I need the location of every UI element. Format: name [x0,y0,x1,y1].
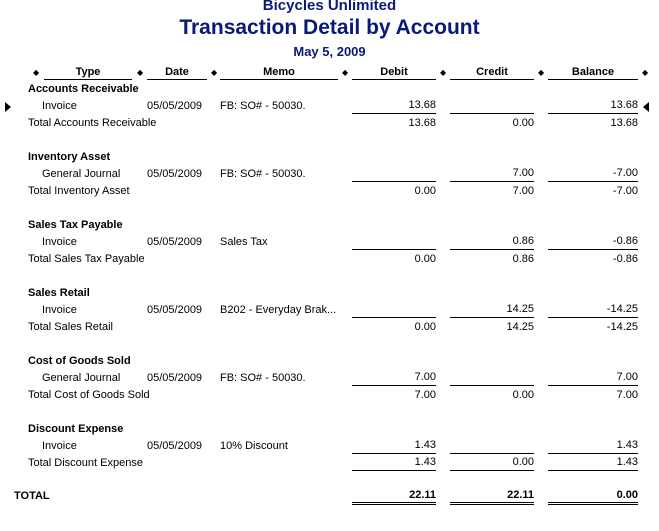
total-credit: 0.00 [450,455,534,471]
transaction-type: Invoice [42,304,77,316]
transaction-memo: Sales Tax [220,236,268,248]
diamond-icon[interactable]: ◆ [137,68,144,77]
transaction-memo: 10% Discount [220,440,288,452]
transaction-balance: 1.43 [548,438,638,454]
diamond-icon[interactable]: ◆ [440,68,447,77]
transaction-credit [450,98,534,114]
total-debit: 13.68 [408,117,436,129]
total-debit: 0.00 [414,185,436,197]
report-date: May 5, 2009 [293,44,366,59]
transaction-type: General Journal [42,168,121,180]
account-heading-row [0,217,659,234]
total-label: Total Accounts Receivable [28,117,157,129]
account-name: Inventory Asset [28,151,111,163]
grand-total-label: TOTAL [14,490,50,502]
account-name: Sales Retail [28,287,90,299]
total-credit: 7.00 [512,185,534,197]
column-debit[interactable]: Debit [352,66,436,80]
total-balance: 7.00 [616,389,638,401]
account-total-row[interactable] [0,387,659,404]
transaction-row[interactable] [0,370,659,387]
grand-total-row[interactable] [0,488,659,505]
transaction-credit: 14.25 [450,302,534,318]
total-balance: 13.68 [610,117,638,129]
transaction-type: Invoice [42,440,77,452]
total-debit: 7.00 [414,389,436,401]
account-name: Accounts Receivable [28,83,139,95]
column-balance[interactable]: Balance [548,66,638,80]
transaction-credit: 7.00 [450,166,534,182]
transaction-date: 05/05/2009 [147,440,203,452]
transaction-credit [450,370,534,386]
account-total-row[interactable] [0,183,659,200]
total-label: Total Cost of Goods Sold [28,389,150,401]
total-debit: 0.00 [414,253,436,265]
total-credit: 0.86 [512,253,534,265]
total-debit: 0.00 [414,321,436,333]
total-label: Total Sales Retail [28,321,113,333]
report-title: Transaction Detail by Account [179,16,480,39]
total-balance: -0.86 [612,253,638,265]
transaction-balance: -7.00 [548,166,638,182]
account-total-row[interactable] [0,115,659,132]
transaction-date: 05/05/2009 [147,100,203,112]
total-credit: 0.00 [512,117,534,129]
column-credit[interactable]: Credit [450,66,534,80]
transaction-type: Invoice [42,100,77,112]
total-label: Total Inventory Asset [28,185,130,197]
grand-total-balance: 0.00 [548,488,638,505]
transaction-debit [352,302,436,318]
total-debit: 1.43 [352,455,436,471]
diamond-icon[interactable]: ◆ [538,68,545,77]
transaction-debit [352,166,436,182]
grand-total-debit: 22.11 [352,488,436,505]
transaction-date: 05/05/2009 [147,304,203,316]
diamond-icon[interactable]: ◆ [642,68,649,77]
diamond-icon[interactable]: ◆ [342,68,349,77]
transaction-date: 05/05/2009 [147,372,203,384]
account-heading-row [0,421,659,438]
transaction-row[interactable] [0,166,659,183]
transaction-debit: 1.43 [352,438,436,454]
transaction-memo: B202 - Everyday Brak... [220,304,337,316]
transaction-row[interactable] [0,234,659,251]
transaction-balance: 7.00 [548,370,638,386]
total-label: Total Discount Expense [28,457,143,469]
transaction-row[interactable] [0,302,659,319]
column-type[interactable]: Type [44,66,132,80]
transaction-balance: -0.86 [548,234,638,250]
transaction-date: 05/05/2009 [147,168,203,180]
total-balance: -7.00 [612,185,638,197]
diamond-icon[interactable]: ◆ [33,68,40,77]
total-balance: 1.43 [548,455,638,471]
transaction-credit: 0.86 [450,234,534,250]
transaction-memo: FB: SO# - 50030. [220,168,306,180]
transaction-memo: FB: SO# - 50030. [220,372,306,384]
transaction-row[interactable] [0,438,659,455]
total-credit: 0.00 [512,389,534,401]
transaction-type: Invoice [42,236,77,248]
transaction-balance: 13.68 [548,98,638,114]
company-name: Bicycles Unlimited [262,0,397,14]
total-balance: -14.25 [606,321,638,333]
transaction-debit: 7.00 [352,370,436,386]
account-heading-row [0,81,659,98]
total-label: Total Sales Tax Payable [28,253,145,265]
account-heading-row [0,353,659,370]
account-heading-row [0,149,659,166]
transaction-date: 05/05/2009 [147,236,203,248]
transaction-balance: -14.25 [548,302,638,318]
transaction-type: General Journal [42,372,121,384]
grand-total-credit: 22.11 [450,488,534,505]
account-name: Cost of Goods Sold [28,355,131,367]
account-name: Discount Expense [28,423,124,435]
transaction-debit [352,234,436,250]
account-total-row[interactable] [0,251,659,268]
account-total-row[interactable] [0,455,659,472]
total-credit: 14.25 [506,321,534,333]
transaction-row[interactable] [0,98,659,115]
column-date[interactable]: Date [147,66,207,80]
account-name: Sales Tax Payable [28,219,123,231]
diamond-icon[interactable]: ◆ [211,68,218,77]
transaction-credit [450,438,534,454]
account-heading-row [0,285,659,302]
account-total-row[interactable] [0,319,659,336]
transaction-memo: FB: SO# - 50030. [220,100,306,112]
column-memo[interactable]: Memo [220,66,338,80]
transaction-debit: 13.68 [352,98,436,114]
